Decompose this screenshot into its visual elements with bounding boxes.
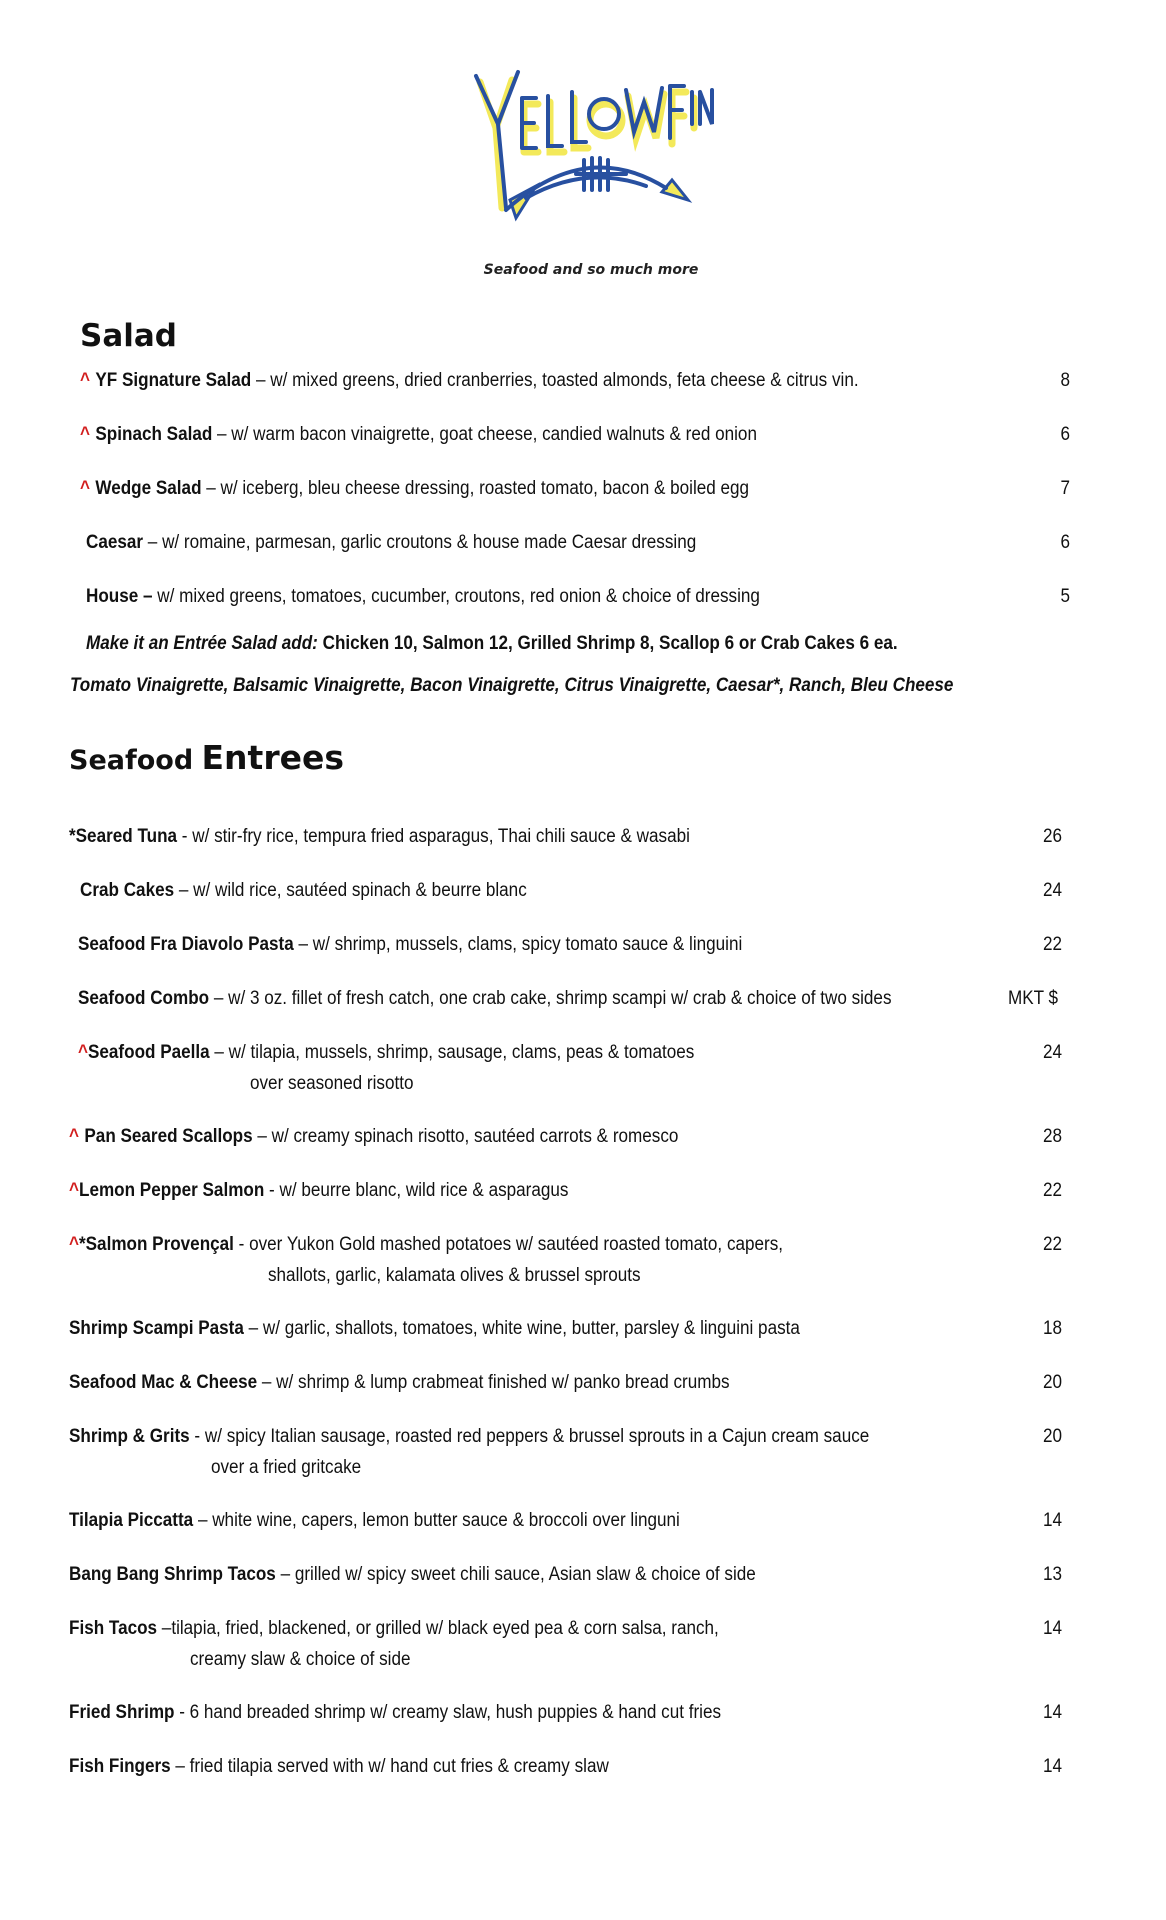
- title-word-seafood: Seafood: [69, 745, 194, 776]
- entree-item: [69, 822, 690, 852]
- item-price: 13: [1042, 1564, 1062, 1585]
- entree-salad-addon: [86, 629, 898, 659]
- item-price: 6: [1060, 532, 1070, 553]
- addon-options: Chicken 10, Salmon 12, Grilled Shrimp 8, Scallop 6 or Crab Cakes 6 ea.: [317, 633, 898, 654]
- item-name: Lemon Pepper Salmon: [78, 1180, 265, 1201]
- item-name: Fried Shrimp: [69, 1702, 175, 1723]
- item-description: – w/ tilapia, mussels, shrimp, sausage, clams, peas & tomatoes: [209, 1042, 695, 1063]
- item-name: Seafood Mac & Cheese: [69, 1372, 258, 1393]
- item-name: Caesar: [86, 532, 144, 553]
- item-price: 24: [1042, 880, 1062, 901]
- chef-special-mark: ^: [78, 1042, 88, 1063]
- chef-special-mark: ^: [69, 1234, 79, 1255]
- item-name: Crab Cakes: [80, 880, 175, 901]
- item-price: 20: [1042, 1372, 1062, 1393]
- seafood-section-title: [69, 738, 344, 777]
- yellowfin-logo: [466, 68, 716, 228]
- entree-item: [69, 1506, 680, 1536]
- item-price: 24: [1042, 1042, 1062, 1063]
- entree-item: [69, 1368, 730, 1398]
- item-description: – w/ shrimp, mussels, clams, spicy tomato sauce & linguini: [293, 934, 743, 955]
- item-name: Seafood Paella: [87, 1042, 210, 1063]
- logo-tagline: Seafood and so much more: [483, 262, 699, 278]
- item-description-continued: over a fried gritcake: [211, 1457, 362, 1478]
- item-price: 22: [1042, 1180, 1062, 1201]
- entree-item: [78, 930, 742, 960]
- item-name: Shrimp Scampi Pasta: [69, 1318, 244, 1339]
- salad-item: [80, 366, 859, 396]
- item-price: MKT $: [1007, 988, 1058, 1009]
- item-description: – w/ wild rice, sautéed spinach & beurre blanc: [174, 880, 527, 901]
- entree-item: [78, 984, 892, 1014]
- entree-item: [69, 1230, 783, 1260]
- entree-item: [69, 1122, 678, 1152]
- item-price: 28: [1042, 1126, 1062, 1147]
- chef-special-mark: ^: [80, 478, 90, 499]
- chef-special-mark: ^: [69, 1180, 79, 1201]
- item-description: – w/ garlic, shallots, tomatoes, white wine, butter, parsley & linguini pasta: [243, 1318, 800, 1339]
- entree-item: [78, 1038, 694, 1068]
- item-price: 14: [1042, 1510, 1062, 1531]
- item-price: 18: [1042, 1318, 1062, 1339]
- item-description: - 6 hand breaded shrimp w/ creamy slaw, hush puppies & hand cut fries: [174, 1702, 722, 1723]
- item-description-continued: shallots, garlic, kalamata olives & brussel sprouts: [268, 1265, 641, 1286]
- item-description: w/ mixed greens, tomatoes, cucumber, croutons, red onion & choice of dressing: [152, 586, 760, 607]
- item-description: – white wine, capers, lemon butter sauce & broccoli over linguni: [193, 1510, 680, 1531]
- item-description: - w/ stir-fry rice, tempura fried asparagus, Thai chili sauce & wasabi: [177, 826, 690, 847]
- salad-section-title: Salad: [80, 318, 177, 354]
- item-description: – w/ iceberg, bleu cheese dressing, roasted tomato, bacon & boiled egg: [201, 478, 750, 499]
- chef-special-mark: ^: [80, 370, 90, 391]
- item-description: - w/ spicy Italian sausage, roasted red peppers & brussel sprouts in a Cajun cream sauce: [189, 1426, 870, 1447]
- item-description: – fried tilapia served with w/ hand cut fries & creamy slaw: [170, 1756, 609, 1777]
- entree-item: [80, 876, 527, 906]
- entree-item: [69, 1176, 568, 1206]
- entree-item: [69, 1560, 756, 1590]
- item-description: – w/ 3 oz. fillet of fresh catch, one crab cake, shrimp scampi w/ crab & choice of two sides: [209, 988, 892, 1009]
- item-name: House –: [86, 586, 153, 607]
- item-price: 22: [1042, 1234, 1062, 1255]
- item-description: – w/ shrimp & lump crabmeat finished w/ panko bread crumbs: [257, 1372, 730, 1393]
- item-price: 20: [1042, 1426, 1062, 1447]
- item-name: Tilapia Piccatta: [69, 1510, 194, 1531]
- item-price: 5: [1060, 586, 1070, 607]
- item-description: – grilled w/ spicy sweet chili sauce, Asian slaw & choice of side: [275, 1564, 756, 1585]
- addon-label: Make it an Entrée Salad add:: [86, 633, 318, 654]
- item-price: 7: [1060, 478, 1070, 499]
- item-name: Wedge Salad: [95, 478, 202, 499]
- item-price: 14: [1042, 1756, 1062, 1777]
- salad-item: [86, 528, 696, 558]
- chef-special-mark: ^: [69, 1126, 79, 1147]
- entree-item: [69, 1314, 800, 1344]
- item-name: *Salmon Provençal: [78, 1234, 234, 1255]
- item-name: Fish Fingers: [69, 1756, 171, 1777]
- item-price: 14: [1042, 1618, 1062, 1639]
- item-name: Seafood Fra Diavolo Pasta: [78, 934, 294, 955]
- item-price: 26: [1042, 826, 1062, 847]
- entree-item: [69, 1698, 721, 1728]
- item-description-continued: creamy slaw & choice of side: [190, 1649, 411, 1670]
- item-price: 8: [1060, 370, 1070, 391]
- item-description: –tilapia, fried, blackened, or grilled w/ black eyed pea & corn salsa, ranch,: [157, 1618, 719, 1639]
- item-name: Pan Seared Scallops: [84, 1126, 253, 1147]
- item-price: 6: [1060, 424, 1070, 445]
- chef-special-mark: ^: [80, 424, 90, 445]
- salad-item: [86, 582, 760, 612]
- salad-item: [80, 420, 757, 450]
- title-word-entrees: Entrees: [201, 738, 345, 777]
- item-name: Fish Tacos: [69, 1618, 158, 1639]
- item-name: *Seared Tuna: [69, 826, 178, 847]
- dressing-list: Tomato Vinaigrette, Balsamic Vinaigrette, Bacon Vinaigrette, Citrus Vinaigrette, Caesar*, Ranch, Bleu Cheese: [70, 675, 954, 696]
- item-description: - w/ beurre blanc, wild rice & asparagus: [264, 1180, 569, 1201]
- item-name: Seafood Combo: [78, 988, 210, 1009]
- item-description: - over Yukon Gold mashed potatoes w/ sautéed roasted tomato, capers,: [233, 1234, 784, 1255]
- item-description-continued: over seasoned risotto: [250, 1073, 414, 1094]
- item-description: – w/ warm bacon vinaigrette, goat cheese, candied walnuts & red onion: [212, 424, 757, 445]
- item-name: Spinach Salad: [95, 424, 213, 445]
- item-price: 22: [1042, 934, 1062, 955]
- item-description: – w/ creamy spinach risotto, sautéed carrots & romesco: [252, 1126, 679, 1147]
- item-description: – w/ romaine, parmesan, garlic croutons & house made Caesar dressing: [143, 532, 697, 553]
- item-name: Bang Bang Shrimp Tacos: [69, 1564, 276, 1585]
- item-description: – w/ mixed greens, dried cranberries, toasted almonds, feta cheese & citrus vin.: [251, 370, 859, 391]
- item-name: Shrimp & Grits: [69, 1426, 190, 1447]
- item-name: YF Signature Salad: [95, 370, 252, 391]
- entree-item: [69, 1752, 609, 1782]
- salad-item: [80, 474, 749, 504]
- entree-item: [69, 1614, 719, 1644]
- item-price: 14: [1042, 1702, 1062, 1723]
- entree-item: [69, 1422, 869, 1452]
